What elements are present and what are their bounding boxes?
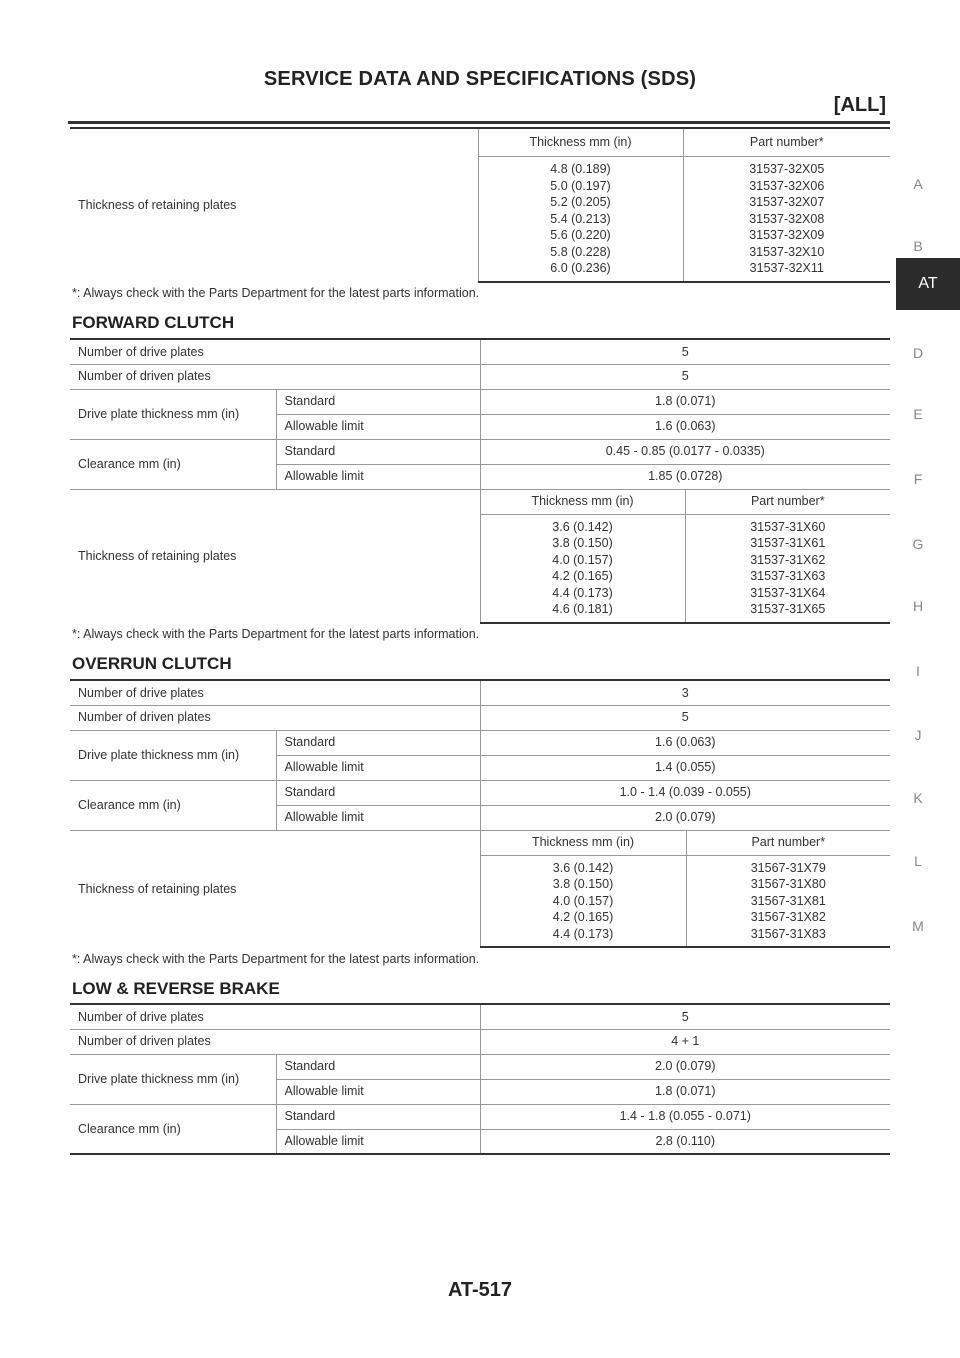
row-label: Drive plate thickness mm (in) (70, 730, 276, 780)
list-item: 6.0 (0.236) (550, 261, 611, 275)
part-list (683, 156, 890, 282)
list-item: 31537-32X07 (749, 195, 825, 209)
sub-label: Allowable limit (276, 464, 480, 489)
row-value: 5 (480, 339, 890, 364)
list-item: 31537-32X08 (749, 211, 825, 226)
list-item: 31537-32X09 (749, 228, 825, 242)
row-label: Thickness of retaining plates (70, 489, 480, 623)
row-value: 2.0 (0.079) (480, 1054, 890, 1079)
list-item: 5.6 (0.220) (550, 228, 611, 242)
side-tab-i[interactable]: I (916, 663, 920, 679)
col-part-number: Part number* (685, 489, 890, 514)
section-title-overrun-clutch: OVERRUN CLUTCH (72, 654, 232, 673)
sub-label: Allowable limit (276, 805, 480, 830)
side-tab-m[interactable]: M (912, 918, 924, 934)
list-item: 31537-31X62 (750, 552, 826, 567)
side-tab-g[interactable]: G (912, 536, 924, 552)
row-value: 1.6 (0.063) (480, 414, 890, 439)
page-subtitle: [ALL] (833, 94, 886, 116)
row-label: Clearance mm (in) (70, 1104, 276, 1154)
row-value: 1.4 - 1.8 (0.055 - 0.071) (480, 1104, 890, 1129)
side-tab-j[interactable]: J (914, 727, 922, 743)
sub-label: Standard (276, 439, 480, 464)
row-value: 1.0 - 1.4 (0.039 - 0.055) (480, 780, 890, 805)
col-part-number: Part number* (686, 830, 890, 855)
side-tab-a[interactable]: A (913, 176, 923, 192)
list-item: 31537-31X63 (750, 569, 826, 584)
list-item: 4.2 (0.165) (552, 569, 613, 584)
list-item: 31537-31X60 (750, 519, 826, 534)
list-item: 31567-31X81 (750, 893, 826, 908)
low-reverse-brake-table (70, 1003, 890, 1155)
row-value: 3 (480, 680, 890, 705)
row-label: Number of drive plates (70, 339, 480, 364)
row-label: Thickness of retaining plates (70, 830, 480, 947)
side-tab-f[interactable]: F (913, 471, 923, 487)
page-title: SERVICE DATA AND SPECIFICATIONS (SDS) (263, 68, 697, 90)
side-tab-at[interactable]: AT (896, 258, 960, 310)
row-value: 1.4 (0.055) (480, 755, 890, 780)
row-value: 5 (480, 1004, 890, 1029)
list-item: 4.4 (0.173) (552, 926, 614, 941)
row-value: 5 (480, 364, 890, 389)
col-thickness: Thickness mm (in) (478, 128, 683, 156)
row-label: Drive plate thickness mm (in) (70, 389, 276, 439)
sub-label: Standard (276, 730, 480, 755)
list-item: 31537-32X10 (749, 244, 825, 259)
list-item: 31567-31X82 (750, 910, 826, 924)
sub-label: Standard (276, 1054, 480, 1079)
part-list (686, 855, 890, 947)
list-item: 31537-32X05 (749, 162, 825, 176)
row-label: Clearance mm (in) (70, 439, 276, 489)
list-item: 4.0 (0.157) (552, 552, 613, 567)
list-item: 4.6 (0.181) (552, 602, 613, 617)
row-value: 0.45 - 0.85 (0.0177 - 0.0335) (480, 439, 890, 464)
section-title-forward-clutch: FORWARD CLUTCH (72, 313, 235, 332)
row-label: Number of driven plates (70, 705, 480, 730)
parts-note: *: Always check with the Parts Department for the latest parts information. (72, 627, 480, 641)
list-item: 4.0 (0.157) (552, 893, 614, 908)
list-item: 5.2 (0.205) (550, 195, 611, 209)
col-thickness: Thickness mm (in) (480, 830, 686, 855)
row-value: 2.8 (0.110) (480, 1129, 890, 1154)
top-retaining-plates-table (70, 127, 890, 283)
list-item: 31537-31X61 (750, 536, 826, 551)
list-item: 4.2 (0.165) (552, 910, 614, 924)
section-title-low-reverse-brake: LOW & REVERSE BRAKE (72, 979, 280, 998)
row-label: Clearance mm (in) (70, 780, 276, 830)
row-value: 1.6 (0.063) (480, 730, 890, 755)
thickness-list (480, 514, 685, 623)
list-item: 4.8 (0.189) (550, 162, 611, 176)
list-item: 5.8 (0.228) (550, 244, 611, 259)
row-label: Number of driven plates (70, 364, 480, 389)
list-item: 3.6 (0.142) (552, 519, 613, 534)
sub-label: Allowable limit (276, 414, 480, 439)
list-item: 4.4 (0.173) (552, 585, 613, 600)
thickness-list (478, 156, 683, 282)
col-part-number: Part number* (683, 128, 890, 156)
side-tab-d[interactable]: D (912, 345, 924, 361)
header-rule (68, 121, 890, 124)
overrun-clutch-table (70, 679, 890, 948)
sub-label: Standard (276, 780, 480, 805)
side-tab-h[interactable]: H (912, 598, 924, 614)
row-value: 4 + 1 (480, 1029, 890, 1054)
col-thickness: Thickness mm (in) (480, 489, 685, 514)
list-item: 3.6 (0.142) (552, 860, 614, 875)
row-label: Drive plate thickness mm (in) (70, 1054, 276, 1104)
list-item: 31537-31X64 (750, 585, 826, 600)
row-label: Number of drive plates (70, 680, 480, 705)
parts-note: *: Always check with the Parts Department for the latest parts information. (72, 952, 480, 966)
part-list (685, 514, 890, 623)
sub-label: Standard (276, 389, 480, 414)
row-value: 1.8 (0.071) (480, 1079, 890, 1104)
retaining-label: Thickness of retaining plates (70, 128, 478, 282)
row-value: 2.0 (0.079) (480, 805, 890, 830)
list-item: 31537-32X06 (749, 178, 825, 193)
forward-clutch-table (70, 338, 890, 624)
sub-label: Allowable limit (276, 1079, 480, 1104)
list-item: 5.0 (0.197) (550, 178, 611, 193)
list-item: 31567-31X79 (750, 860, 826, 875)
list-item: 5.4 (0.213) (550, 211, 611, 226)
list-item: 31537-32X11 (749, 261, 824, 275)
row-value: 5 (480, 705, 890, 730)
list-item: 31567-31X80 (750, 877, 826, 891)
row-value: 1.8 (0.071) (480, 389, 890, 414)
row-label: Number of drive plates (70, 1004, 480, 1029)
page-number: AT-517 (447, 1279, 513, 1301)
sub-label: Standard (276, 1104, 480, 1129)
parts-note: *: Always check with the Parts Department for the latest parts information. (72, 286, 480, 300)
sub-label: Allowable limit (276, 755, 480, 780)
row-value: 1.85 (0.0728) (480, 464, 890, 489)
list-item: 3.8 (0.150) (552, 877, 614, 891)
side-tab-b[interactable]: B (913, 238, 923, 254)
sub-label: Allowable limit (276, 1129, 480, 1154)
list-item: 31537-31X65 (750, 602, 826, 617)
side-tab-l[interactable]: L (914, 853, 922, 869)
list-item: 3.8 (0.150) (552, 536, 613, 551)
row-label: Number of driven plates (70, 1029, 480, 1054)
side-tab-e[interactable]: E (913, 406, 923, 422)
side-tab-k[interactable]: K (913, 790, 923, 806)
list-item: 31567-31X83 (750, 926, 826, 941)
thickness-list (480, 855, 686, 947)
